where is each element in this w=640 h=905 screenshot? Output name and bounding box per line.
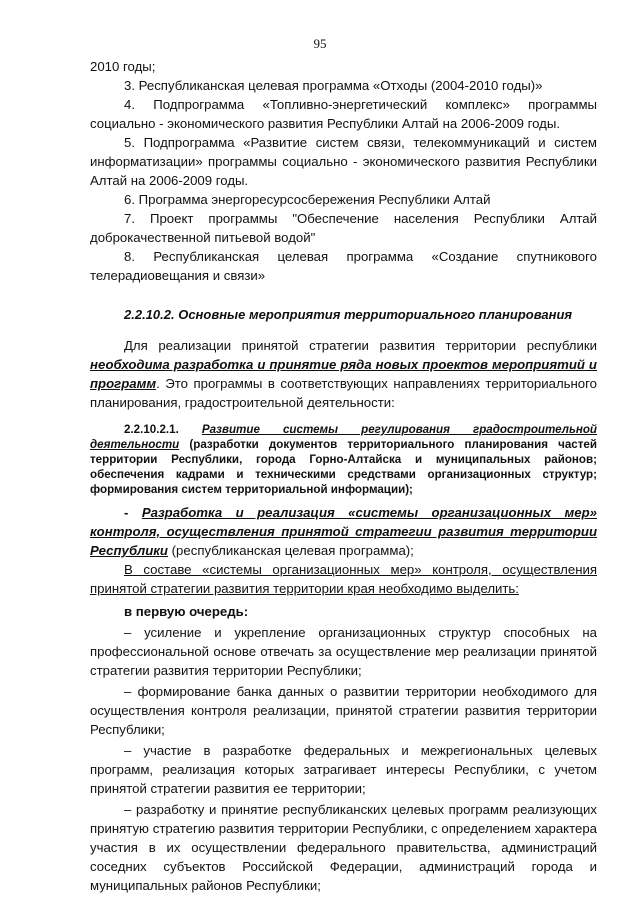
- system-item-prefix: -: [124, 505, 142, 520]
- system-item-suffix: (республиканская целевая программа);: [168, 543, 414, 558]
- page-number: 95: [313, 36, 327, 51]
- priority-item: – участие в разработке федеральных и межрегиональных целевых программ, реализация которых затрагивает интересы Республики, с учетом принятой стратегии развития ее территории;: [90, 743, 597, 796]
- document-body: [90, 57, 597, 895]
- priority-item: – усиление и укрепление организационных структур способных на профессиональной основе отвечать за осуществление мер реализации принятой стратегии развития территории Республики;: [90, 625, 597, 678]
- system-item: [90, 503, 597, 560]
- priority-item: – формирование банка данных о развитии территории необходимого для осуществления контроля реализации, принятой стратегии развития территории Республики;: [90, 684, 597, 737]
- list-item: 4. Подпрограмма «Топливно-энергетический комплекс» программы социально - экономического развития Республики Алтай на 2006-2009 годы.: [90, 97, 597, 131]
- system-composition: В составе «системы организационных мер» контроля, осуществления принятой стратегии развития территории края необходимо выделить:: [90, 562, 597, 596]
- section-heading: 2.2.10.2. Основные мероприятия территориального планирования: [124, 307, 573, 322]
- subsection-title: Развитие системы регулирования градостроительной деятельности: [90, 423, 597, 451]
- list-item: 3. Республиканская целевая программа «Отходы (2004-2010 годы)»: [124, 78, 543, 93]
- list-item: 7. Проект программы "Обеспечение населения Республики Алтай доброкачественной питьевой водой": [90, 211, 597, 245]
- intro-emphasis: необходима разработка и принятие ряда новых проектов мероприятий и программ: [90, 357, 597, 391]
- intro-end: . Это программы в соответствующих направлениях территориального планирования, градостроительной деятельности:: [90, 376, 597, 410]
- system-item-title: Разработка и реализация «системы организационных мер» контроля, осуществления принятой стратегии развития территории Республики: [90, 505, 597, 558]
- subsection-number: 2.2.10.2.1.: [124, 423, 202, 436]
- subsection-details: (разработки документов территориального планирования частей территории Республики, города Горно-Алтайска и муниципальных районов; обеспечения кадрами и техническими средствами организационных структур; формирования систем территориальной информации);: [90, 438, 597, 496]
- subsection-paragraph: [90, 422, 597, 497]
- list-item: 8. Республиканская целевая программа «Создание спутникового телерадиовещания и связи»: [90, 249, 597, 283]
- priority-item: – разработку и принятие республиканских целевых программ реализующих принятую стратегию развития территории Республики, с определением характера участия в их осуществлении федерального правительства, администраций соседних субъектов Российской Федерации, администраций города и муниципальных районов Республики;: [90, 802, 597, 893]
- list-item: 6. Программа энергоресурсосбережения Республики Алтай: [124, 192, 491, 207]
- list-item: 5. Подпрограмма «Развитие систем связи, телекоммуникаций и систем информатизации» программы социально - экономического развития Республики Алтай на 2006-2009 годы.: [90, 135, 597, 188]
- first-priority-label: в первую очередь:: [124, 604, 249, 619]
- list-item: 2010 годы;: [90, 59, 156, 74]
- intro-start: Для реализации принятой стратегии развития территории республики: [124, 338, 597, 353]
- section-intro: [90, 336, 597, 412]
